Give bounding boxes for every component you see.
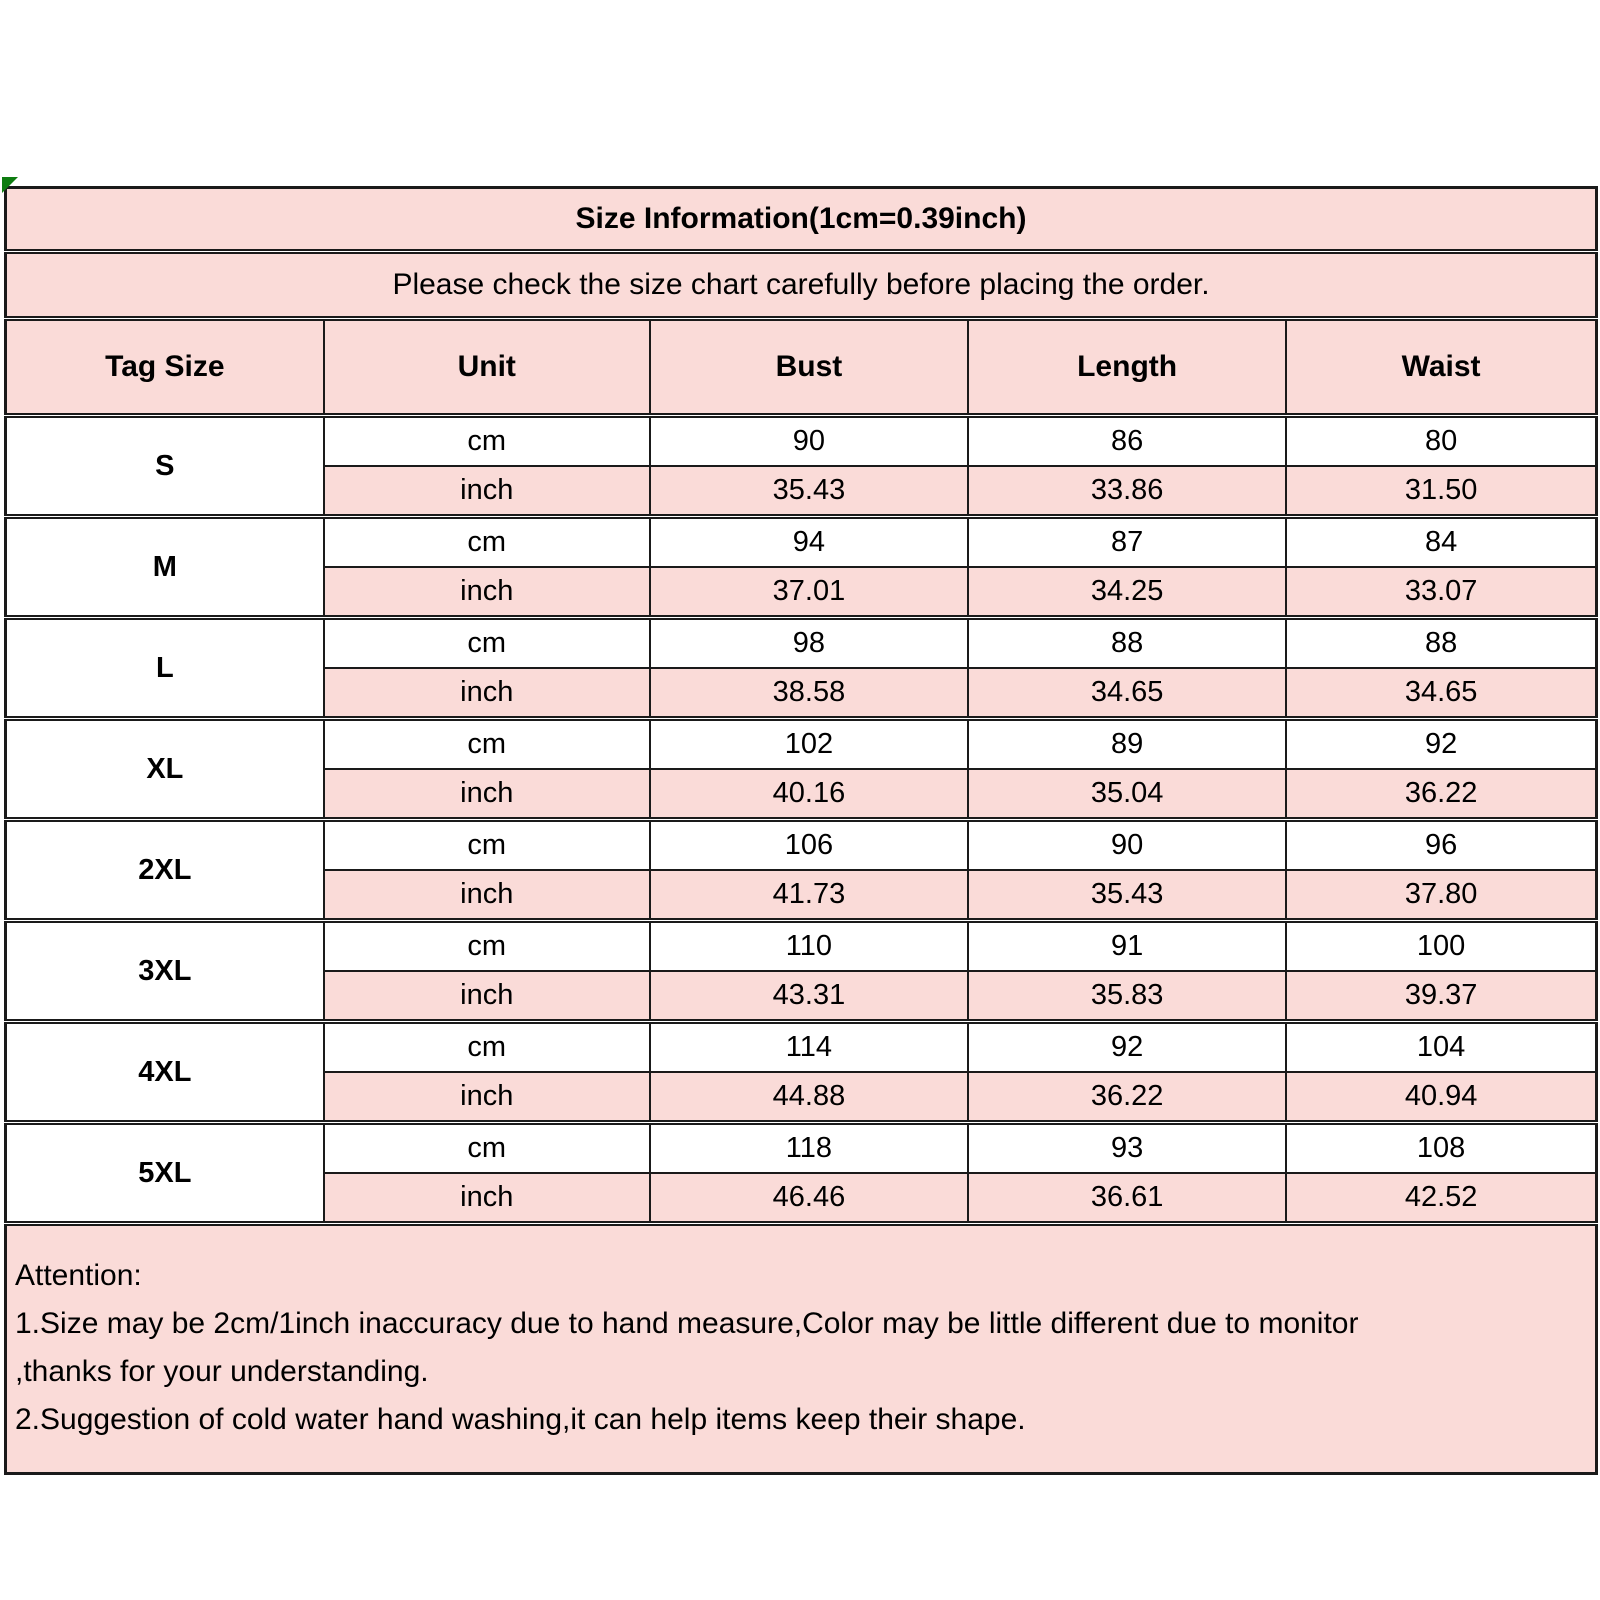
size-row-l-cm	[6, 618, 1597, 669]
attention-line-3: 2.Suggestion of cold water hand washing,it can help items keep their shape.	[15, 1403, 1026, 1436]
tag-size-label: 2XL	[6, 820, 324, 921]
unit-label: cm	[324, 820, 650, 871]
length-inch-value: 34.65	[968, 668, 1286, 719]
bust-inch-value: 40.16	[650, 769, 968, 820]
bust-inch-value: 43.31	[650, 971, 968, 1022]
tag-size-label: 5XL	[6, 1123, 324, 1224]
length-cm-value: 91	[968, 921, 1286, 972]
tag-size-label: L	[6, 618, 324, 719]
attention-note	[6, 1224, 1597, 1474]
unit-label: inch	[324, 1072, 650, 1123]
unit-label: inch	[324, 971, 650, 1022]
waist-cm-value: 88	[1286, 618, 1596, 669]
bust-cm-value: 94	[650, 517, 968, 568]
tag-size-label: 4XL	[6, 1022, 324, 1123]
bust-cm-value: 102	[650, 719, 968, 770]
unit-label: inch	[324, 769, 650, 820]
waist-inch-value: 40.94	[1286, 1072, 1596, 1123]
waist-inch-value: 36.22	[1286, 769, 1596, 820]
size-row-4xl-cm	[6, 1022, 1597, 1073]
unit-label: cm	[324, 719, 650, 770]
length-inch-value: 33.86	[968, 466, 1286, 517]
waist-cm-value: 92	[1286, 719, 1596, 770]
bust-inch-value: 35.43	[650, 466, 968, 517]
attention-line-2: ,thanks for your understanding.	[15, 1355, 429, 1388]
unit-label: inch	[324, 567, 650, 618]
tag-size-label: XL	[6, 719, 324, 820]
size-row-3xl-cm	[6, 921, 1597, 972]
waist-inch-value: 37.80	[1286, 870, 1596, 921]
bust-inch-value: 44.88	[650, 1072, 968, 1123]
unit-label: inch	[324, 1173, 650, 1224]
waist-inch-value: 34.65	[1286, 668, 1596, 719]
length-cm-value: 87	[968, 517, 1286, 568]
size-row-5xl-cm	[6, 1123, 1597, 1174]
length-cm-value: 90	[968, 820, 1286, 871]
waist-inch-value: 31.50	[1286, 466, 1596, 517]
unit-label: inch	[324, 668, 650, 719]
unit-label: cm	[324, 1123, 650, 1174]
waist-cm-value: 108	[1286, 1123, 1596, 1174]
bust-inch-value: 46.46	[650, 1173, 968, 1224]
length-inch-value: 34.25	[968, 567, 1286, 618]
col-header-length: Length	[968, 319, 1286, 416]
bust-cm-value: 90	[650, 416, 968, 467]
waist-cm-value: 100	[1286, 921, 1596, 972]
size-row-m-cm	[6, 517, 1597, 568]
subtitle-row	[6, 252, 1597, 319]
bust-cm-value: 110	[650, 921, 968, 972]
length-cm-value: 93	[968, 1123, 1286, 1174]
waist-inch-value: 42.52	[1286, 1173, 1596, 1224]
unit-label: cm	[324, 921, 650, 972]
bust-inch-value: 37.01	[650, 567, 968, 618]
length-cm-value: 86	[968, 416, 1286, 467]
waist-cm-value: 96	[1286, 820, 1596, 871]
length-inch-value: 35.83	[968, 971, 1286, 1022]
bust-cm-value: 114	[650, 1022, 968, 1073]
tag-size-label: M	[6, 517, 324, 618]
unit-label: inch	[324, 466, 650, 517]
length-cm-value: 89	[968, 719, 1286, 770]
length-inch-value: 35.43	[968, 870, 1286, 921]
attention-line-1: 1.Size may be 2cm/1inch inaccuracy due to hand measure,Color may be little different due to monitor	[15, 1307, 1359, 1340]
attention-heading: Attention:	[15, 1259, 142, 1292]
col-header-unit: Unit	[324, 319, 650, 416]
waist-cm-value: 104	[1286, 1022, 1596, 1073]
waist-inch-value: 39.37	[1286, 971, 1596, 1022]
bust-cm-value: 106	[650, 820, 968, 871]
bust-cm-value: 118	[650, 1123, 968, 1174]
col-header-bust: Bust	[650, 319, 968, 416]
page-subtitle: Please check the size chart carefully before placing the order.	[6, 252, 1597, 319]
page-title: Size Information(1cm=0.39inch)	[6, 188, 1597, 252]
column-header-row	[6, 319, 1597, 416]
unit-label: cm	[324, 1022, 650, 1073]
length-inch-value: 36.61	[968, 1173, 1286, 1224]
waist-inch-value: 33.07	[1286, 567, 1596, 618]
waist-cm-value: 84	[1286, 517, 1596, 568]
unit-label: cm	[324, 416, 650, 467]
length-inch-value: 36.22	[968, 1072, 1286, 1123]
length-cm-value: 92	[968, 1022, 1286, 1073]
col-header-waist: Waist	[1286, 319, 1596, 416]
size-row-xl-cm	[6, 719, 1597, 770]
waist-cm-value: 80	[1286, 416, 1596, 467]
bust-inch-value: 38.58	[650, 668, 968, 719]
tag-size-label: 3XL	[6, 921, 324, 1022]
tag-size-label: S	[6, 416, 324, 517]
bust-cm-value: 98	[650, 618, 968, 669]
size-information-table	[4, 186, 1598, 1475]
corner-marker-triangle-icon	[2, 177, 18, 193]
bust-inch-value: 41.73	[650, 870, 968, 921]
length-cm-value: 88	[968, 618, 1286, 669]
title-row	[6, 188, 1597, 252]
unit-label: cm	[324, 517, 650, 568]
size-row-s-cm	[6, 416, 1597, 467]
unit-label: inch	[324, 870, 650, 921]
col-header-tag-size: Tag Size	[6, 319, 324, 416]
size-row-2xl-cm	[6, 820, 1597, 871]
unit-label: cm	[324, 618, 650, 669]
attention-row	[6, 1224, 1597, 1474]
length-inch-value: 35.04	[968, 769, 1286, 820]
